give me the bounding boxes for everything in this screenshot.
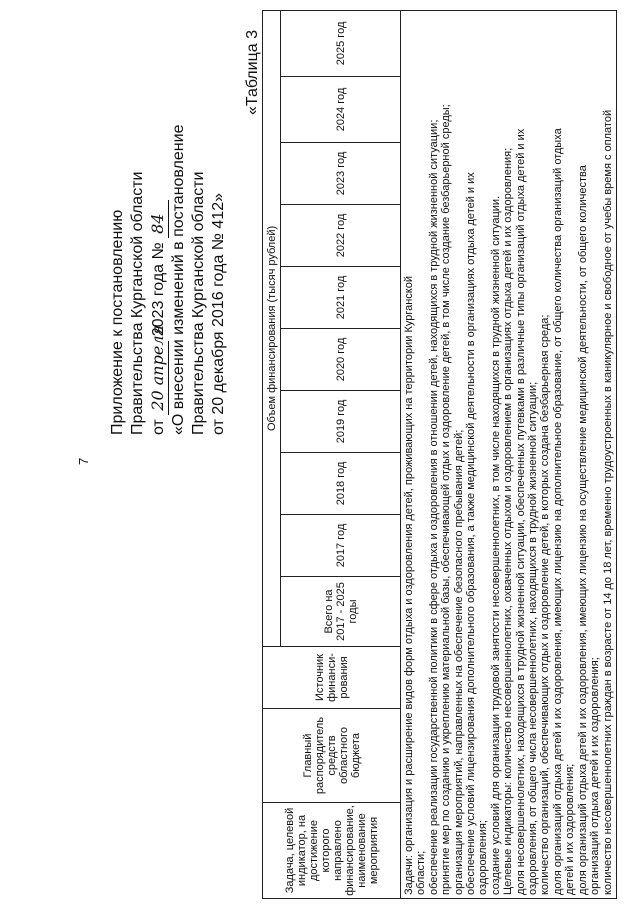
appendix-line-5: Правительства Курганской области <box>190 171 207 435</box>
number-handwritten: 84 <box>148 200 169 238</box>
header-year: 2025 год <box>281 10 401 76</box>
header-year: 2021 год <box>281 267 401 329</box>
appendix-line-1: Приложение к постановлению <box>109 209 126 435</box>
header-volume: Объем финансирования (тысяч рублей) <box>263 10 281 646</box>
table-label: «Таблица 3 <box>244 30 261 115</box>
header-year: 2023 год <box>281 143 401 205</box>
header-year: 2020 год <box>281 329 401 391</box>
tasks-line: организаций отдыха детей и их оздоровления; <box>589 657 602 895</box>
tasks-line: количество несовершеннолетних граждан в возрасте от 14 до 18 лет, временно трудоустроенных в каникулярное и свободное от учебы время с оплатой <box>601 109 614 895</box>
appendix-header <box>108 125 229 435</box>
appendix-line-2: Правительства Курганской области <box>129 171 146 435</box>
tasks-line: количество организаций, обеспечивающих отдых и оздоровление детей, в которых создана безбарьерная среда; <box>539 314 552 895</box>
header-year: 2018 год <box>281 453 401 515</box>
date-handwritten: 20 апреля <box>148 341 169 415</box>
tasks-cell <box>401 10 617 898</box>
tasks-line: обеспечение реализации государственной политики в сфере отдыха и оздоровления в отношении детей, находящихся в трудной жизненной ситуации; <box>427 119 440 895</box>
appendix-line-6: от 20 декабря 2016 года № 412» <box>210 193 227 435</box>
header-total: Всего на 2017 - 2025 годы <box>281 577 401 647</box>
tasks-line: Задачи: организация и расширение видов форм отдыха и оздоровления детей, проживающих на территории Курганской <box>403 275 415 895</box>
tasks-line: доля несовершеннолетних, находящихся в трудной жизненной ситуации, обеспеченных путевками в различные типы организаций отдыха детей и их <box>514 128 527 895</box>
header-year: 2017 год <box>281 515 401 577</box>
date-prefix: от <box>150 419 167 435</box>
appendix-line-4: «О внесении изменений в постановление <box>170 124 187 435</box>
header-year: 2019 год <box>281 391 401 453</box>
date-suffix: 2023 года № <box>150 242 167 337</box>
tasks-line: доля организаций отдыха детей и их оздоровления, имеющих лицензию на дополнительное образование, от общего количества организаций отдыха <box>551 128 564 895</box>
header-year: 2022 год <box>281 205 401 267</box>
header-manager: Главный распорядитель средств областного бюджета <box>263 709 401 803</box>
appendix-date-line <box>148 125 169 435</box>
page-number: 7 <box>76 457 91 465</box>
header-year: 2024 год <box>281 77 401 143</box>
tasks-line: создание условий для организации трудовой занятости несовершеннолетних, в том числе находящихся в трудной жизненной ситуации. <box>489 195 502 895</box>
tasks-line: оздоровления, от общего числа несовершеннолетних, находящихся в трудной жизненной ситуации; <box>527 381 540 895</box>
tasks-line: обеспечение условий лицензирования дополнительного образования, а также медицинской деятельности в организациях отдыха детей и их <box>465 172 478 895</box>
header-task: Задача, целевой индикатор, на достижение которого направлено финансирование, наименование мероприятия <box>263 803 401 899</box>
tasks-line: Целевые индикаторы: количество несовершеннолетних, охваченных отдыхом и оздоровлением в организациях отдыха детей и их оздоровления; <box>502 147 515 895</box>
tasks-line: организация мероприятий, направленных на обеспечение безопасного пребывания детей; <box>452 429 465 895</box>
header-source: Источник финанси-рования <box>263 647 401 709</box>
tasks-line: доля организаций отдыха детей и их оздоровления, имеющих лицензию на осуществление медицинской деятельности, от общего количества <box>576 165 589 895</box>
tasks-line: оздоровления; <box>477 820 490 895</box>
tasks-line: области; <box>415 850 428 895</box>
tasks-line: детей и их оздоровления; <box>564 763 577 895</box>
financing-table <box>262 10 617 899</box>
tasks-line: принятие мер по созданию и укреплению материальной базы, обеспечивающей отдых и оздоровление детей, в том числе создание безбарьерной среды; <box>440 104 453 895</box>
